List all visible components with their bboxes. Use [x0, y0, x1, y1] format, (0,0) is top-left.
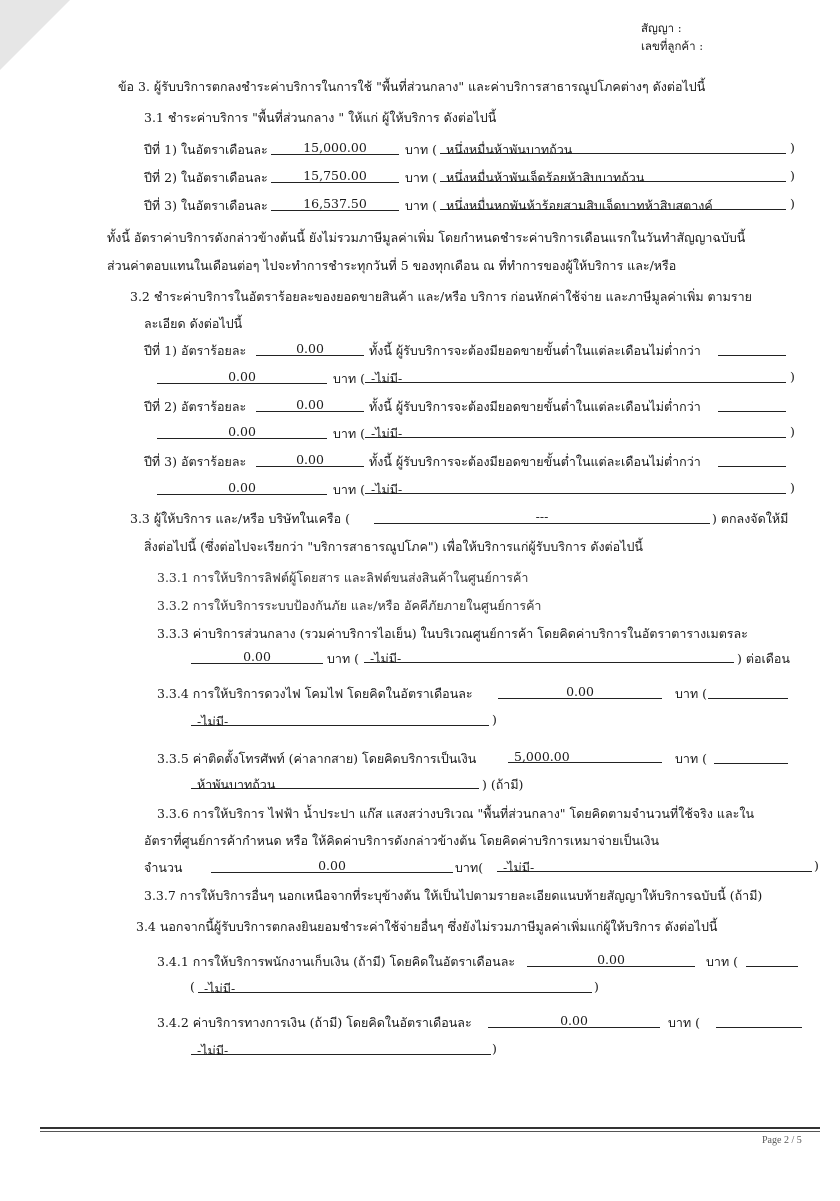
footer-rule-thin: [40, 1131, 820, 1132]
s32-row2-words: -ไม่มี-: [365, 424, 786, 438]
item-3-4-2-blank: [716, 1013, 802, 1028]
s31-row1-amount: 15,000.00: [271, 140, 399, 155]
item-3-3-6-unit: บาท(: [455, 860, 484, 875]
s32-row1-label: ปีที่ 1) อัตราร้อยละ: [144, 343, 247, 358]
page-corner-fold: [0, 0, 70, 70]
s31-row1-label: ปีที่ 1) ในอัตราเดือนละ: [144, 142, 268, 157]
page-number: Page 2 / 5: [762, 1135, 802, 1146]
s32-row2-min-blank: [718, 397, 786, 412]
customer-label: เลขที่ลูกค้า :: [641, 39, 704, 53]
s32-row3-amount: 0.00: [157, 480, 327, 495]
s31-row2-words: หนึ่งหมื่นห้าพันเจ็ดร้อยห้าสิบบาทถ้วน: [440, 168, 786, 182]
s32-row3-close: ): [790, 480, 795, 495]
s31-row2-unit: บาท (: [405, 170, 438, 185]
s31-row3-words: หนึ่งหมื่นหกพันห้าร้อยสามสิบเจ็ดบาทห้าสิบสตางค์: [440, 196, 786, 210]
item-3-3-4: 3.3.4 การให้บริการดวงไฟ โคมไฟ โดยคิดในอัตราเดือนละ: [157, 686, 473, 701]
item-3-4-1-words: -ไม่มี-: [198, 979, 592, 993]
item-3-4-2-close: ): [492, 1041, 497, 1056]
item-3-3-7: 3.3.7 การให้บริการอื่นๆ นอกเหนือจากที่ระบุข้างต้น ให้เป็นไปตามรายละเอียดแนบท้ายสัญญาให้บริการฉบับนี้ (ถ้ามี): [144, 888, 763, 903]
section-3-3-title-end: ) ตกลงจัดให้มี: [712, 511, 789, 526]
item-3-3-4-blank: [708, 684, 788, 699]
s31-note-line1: ทั้งนี้ อัตราค่าบริการดังกล่าวข้างต้นนี้ ยังไม่รวมภาษีมูลค่าเพิ่ม โดยกำหนดชำระค่าบริการเดือนแรกในวันทำสัญญาฉบับนี้: [107, 230, 746, 245]
item-3-3-3-unit: บาท (: [327, 651, 360, 666]
s32-row2-percent: 0.00: [256, 397, 364, 412]
s32-row1-words: -ไม่มี-: [365, 369, 786, 383]
item-3-3-1: 3.3.1 การให้บริการลิฟต์ผู้โดยสาร และลิฟต์ขนส่งสินค้าในศูนย์การค้า: [157, 570, 529, 585]
item-3-4-1-unit: บาท (: [706, 954, 739, 969]
s31-row3-close: ): [790, 196, 795, 211]
item-3-3-5-unit: บาท (: [675, 751, 708, 766]
s32-row1-condition: ทั้งนี้ ผู้รับบริการจะต้องมียอดขายขั้นต่ำในแต่ละเดือนไม่ต่ำกว่า: [369, 343, 701, 358]
s31-row1-close: ): [790, 140, 795, 155]
clause-3-title: ข้อ 3. ผู้รับบริการตกลงชำระค่าบริการในการใช้ "พื้นที่ส่วนกลาง" และค่าบริการสาธารณูปโภคต่างๆ ดังต่อไปนี้: [118, 79, 706, 94]
item-3-3-4-close: ): [492, 712, 497, 727]
item-3-3-3-words: -ไม่มี-: [364, 649, 734, 663]
item-3-4-2-unit: บาท (: [668, 1015, 701, 1030]
s32-row3-min-blank: [718, 452, 786, 467]
item-3-4-1-open: (: [190, 979, 195, 994]
s32-row1-percent: 0.00: [256, 341, 364, 356]
s32-row3-unit: บาท (: [333, 482, 366, 497]
s31-row3-label: ปีที่ 3) ในอัตราเดือนละ: [144, 198, 268, 213]
item-3-3-2: 3.3.2 การให้บริการระบบป้องกันภัย และ/หรือ อัคคีภัยภายในศูนย์การค้า: [157, 598, 542, 613]
section-3-3-title: 3.3 ผู้ให้บริการ และ/หรือ บริษัทในเครือ (: [130, 511, 351, 526]
item-3-3-4-unit: บาท (: [675, 686, 708, 701]
item-3-3-4-words: -ไม่มี-: [191, 712, 489, 726]
s32-row1-amount: 0.00: [157, 369, 327, 384]
section-3-2-title: 3.2 ชำระค่าบริการในอัตราร้อยละของยอดขายสินค้า และ/หรือ บริการ ก่อนหักค่าใช้จ่าย และภาษีมูลค่าเพิ่ม ตามราย: [130, 289, 752, 304]
s32-row3-condition: ทั้งนี้ ผู้รับบริการจะต้องมียอดขายขั้นต่ำในแต่ละเดือนไม่ต่ำกว่า: [369, 454, 701, 469]
item-3-3-6-label: จำนวน: [144, 860, 183, 875]
s31-row2-amount: 15,750.00: [271, 168, 399, 183]
s32-row2-unit: บาท (: [333, 426, 366, 441]
section-3-3-title-cont: สิ่งต่อไปนี้ (ซึ่งต่อไปจะเรียกว่า "บริการสาธารณูปโภค") เพื่อให้บริการแก่ผู้รับบริการ ดังต่อไปนี้: [144, 539, 643, 554]
item-3-4-2: 3.4.2 ค่าบริการทางการเงิน (ถ้ามี) โดยคิดในอัตราเดือนละ: [157, 1015, 472, 1030]
item-3-3-3: 3.3.3 ค่าบริการส่วนกลาง (รวมค่าบริการไอเย็น) ในบริเวณศูนย์การค้า โดยคิดค่าบริการในอัตราตารางเมตรละ: [157, 626, 748, 641]
contract-label: สัญญา :: [641, 21, 682, 35]
section-3-4-title: 3.4 นอกจากนี้ผู้รับบริการตกลงยินยอมชำระค่าใช้จ่ายอื่นๆ ซึ่งยังไม่รวมภาษีมูลค่าเพิ่มแก่ผู้ให้บริการ ดังต่อไปนี้: [136, 919, 718, 934]
s31-row2-close: ): [790, 168, 795, 183]
item-3-3-6-amount: 0.00: [211, 858, 453, 873]
section-3-2-title-cont: ละเอียด ดังต่อไปนี้: [144, 316, 243, 331]
item-3-3-5-amount: 5,000.00: [508, 749, 662, 763]
item-3-3-5-blank: [714, 749, 788, 764]
s32-row3-words: -ไม่มี-: [365, 480, 786, 494]
s31-row1-words: หนึ่งหมื่นห้าพันบาทถ้วน: [440, 140, 786, 154]
item-3-3-6-close: ): [814, 858, 819, 873]
item-3-4-2-amount: 0.00: [488, 1013, 660, 1028]
s32-row1-close: ): [790, 369, 795, 384]
s32-row1-min-blank: [718, 341, 786, 356]
item-3-4-1-close: ): [594, 979, 599, 994]
s32-row2-condition: ทั้งนี้ ผู้รับบริการจะต้องมียอดขายขั้นต่ำในแต่ละเดือนไม่ต่ำกว่า: [369, 399, 701, 414]
s31-note-line2: ส่วนค่าตอบแทนในเดือนต่อๆ ไปจะทำการชำระทุกวันที่ 5 ของทุกเดือน ณ ที่ทำการของผู้ให้บริการ และ/หรือ: [107, 258, 677, 273]
item-3-3-6-line1: 3.3.6 การให้บริการ ไฟฟ้า น้ำประปา แก๊ส แสงสว่างบริเวณ "พื้นที่ส่วนกลาง" โดยคิดตามจำนวนที่ใช้จริง และใน: [157, 806, 755, 821]
item-3-3-5-close: ) (ถ้ามี): [482, 777, 524, 792]
item-3-3-6-words: -ไม่มี-: [497, 858, 812, 872]
s31-row2-label: ปีที่ 2) ในอัตราเดือนละ: [144, 170, 268, 185]
s31-row3-amount: 16,537.50: [271, 196, 399, 211]
s32-row2-label: ปีที่ 2) อัตราร้อยละ: [144, 399, 247, 414]
s32-row3-label: ปีที่ 3) อัตราร้อยละ: [144, 454, 247, 469]
s32-row2-close: ): [790, 424, 795, 439]
s32-row3-percent: 0.00: [256, 452, 364, 467]
item-3-4-1-amount: 0.00: [527, 952, 695, 967]
item-3-3-3-amount: 0.00: [191, 649, 323, 664]
s33-affiliate-blank: ---: [374, 509, 710, 524]
item-3-4-1-blank: [746, 952, 798, 967]
item-3-4-2-words: -ไม่มี-: [191, 1041, 491, 1055]
item-3-3-6-line2: อัตราที่ศูนย์การค้ากำหนด หรือ ให้คิดค่าบริการดังกล่าวข้างต้น โดยคิดค่าบริการเหมาจ่ายเป็นเงิน: [144, 833, 660, 848]
item-3-3-3-close: ) ต่อเดือน: [737, 651, 790, 666]
item-3-3-5: 3.3.5 ค่าติดตั้งโทรศัพท์ (ค่าลากสาย) โดยคิดบริการเป็นเงิน: [157, 751, 477, 766]
item-3-3-5-words: ห้าพันบาทถ้วน: [191, 775, 479, 789]
s31-row3-unit: บาท (: [405, 198, 438, 213]
section-3-1-title: 3.1 ชำระค่าบริการ "พื้นที่ส่วนกลาง " ให้แก่ ผู้ให้บริการ ดังต่อไปนี้: [144, 110, 497, 125]
item-3-3-4-amount: 0.00: [498, 684, 662, 699]
s32-row2-amount: 0.00: [157, 424, 327, 439]
footer-rule: [40, 1127, 820, 1129]
item-3-4-1: 3.4.1 การให้บริการพนักงานเก็บเงิน (ถ้ามี) โดยคิดในอัตราเดือนละ: [157, 954, 516, 969]
s32-row1-unit: บาท (: [333, 371, 366, 386]
s31-row1-unit: บาท (: [405, 142, 438, 157]
